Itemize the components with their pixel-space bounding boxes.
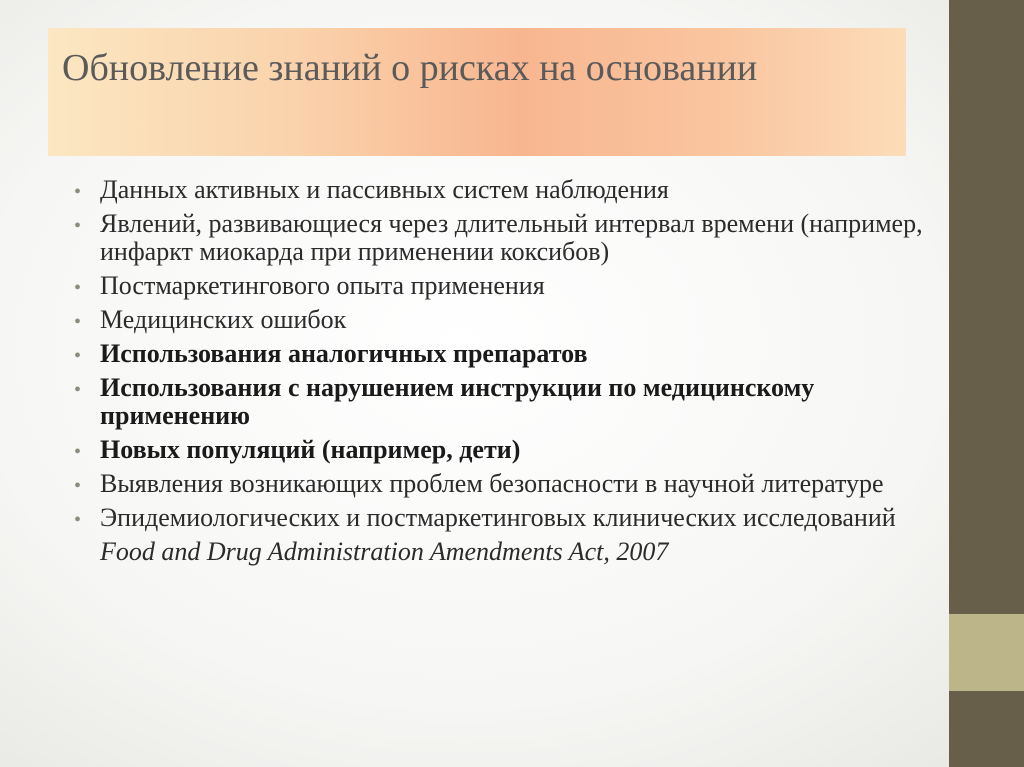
bullet-text: Данных активных и пассивных систем наблюдения [100,175,669,204]
bullet-text: Выявления возникающих проблем безопасности в научной литературе [100,469,884,498]
citation: Food and Drug Administration Amendments Act, 2007 [100,537,669,566]
bullet-text: Эпидемиологических и постмаркетинговых клинических исследований [100,503,896,532]
bullet-item [74,176,954,204]
bullet-item [74,340,954,368]
right-sidebar-accent [949,614,1024,691]
bullet-dot-icon: • [74,345,82,367]
bullet-dot-icon: • [74,311,82,333]
bullet-text: Новых популяций (например, дети) [100,435,521,464]
bullet-dot-icon: • [74,509,82,531]
bullet-text: Явлений, развивающиеся через длительный интервал времени (например, инфаркт миокарда при применении коксибов) [100,209,923,266]
bullet-text: Использования аналогичных препаратов [100,339,588,368]
bullet-dot-icon: • [74,475,82,497]
bullet-dot-icon: • [74,215,82,237]
bullet-text: Постмаркетингового опыта применения [100,271,545,300]
bullet-list [74,176,954,566]
bullet-dot-icon: • [74,181,82,203]
bullet-dot-icon: • [74,379,82,401]
bullet-dot-icon: • [74,277,82,299]
bullet-item [74,504,954,532]
bullet-text: Использования с нарушением инструкции по медицинскому применению [100,373,815,430]
bullet-dot-icon: • [74,441,82,463]
bullet-item [74,210,954,266]
bullet-item [74,374,954,430]
bullet-item [74,306,954,334]
bullet-text: Медицинских ошибок [100,305,347,334]
bullet-item [74,272,954,300]
slide-title: Обновление знаний о рисках на основании [62,47,758,89]
bullet-item [74,470,954,498]
bullet-item [74,436,954,464]
